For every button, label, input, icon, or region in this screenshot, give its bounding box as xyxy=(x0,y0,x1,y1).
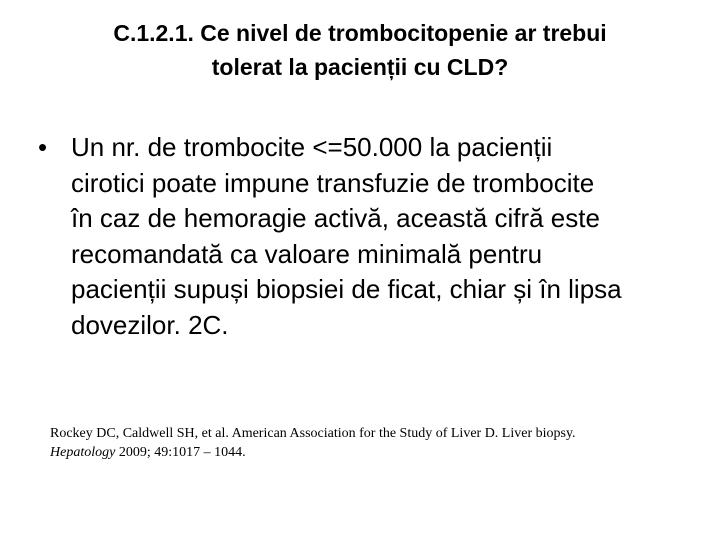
slide-title xyxy=(60,16,660,84)
bullet-line-6: dovezilor. 2C. xyxy=(71,309,229,340)
citation-details: 2009; 49:1017 – 1044. xyxy=(115,445,246,460)
reference-line-2 xyxy=(50,443,690,462)
title-line-2: tolerat la pacienții cu CLD? xyxy=(211,54,509,80)
title-line-1: C.1.2.1. Ce nivel de trombocitopenie ar trebui xyxy=(113,20,607,46)
bullet-line-2: cirotici poate impune transfuzie de trombocite xyxy=(71,167,595,198)
reference-citation xyxy=(50,424,690,462)
bullet-line-5: pacienții supuși biopsiei de ficat, chiar și în lipsa xyxy=(71,274,622,304)
bullet-line-1: Un nr. de trombocite <=50.000 la pacienții xyxy=(71,132,553,162)
bullet-line-4: recomandată ca valoare minimală pentru xyxy=(71,238,543,269)
bullet-line-3: în caz de hemoragie activă, această cifră este xyxy=(71,203,600,233)
bullet-list xyxy=(36,130,700,343)
reference-line-1: Rockey DC, Caldwell SH, et al. American Association for the Study of Liver D. Liver biopsy. xyxy=(50,426,576,441)
bullet-dot-icon: • xyxy=(38,132,48,162)
bullet-item xyxy=(36,130,700,343)
journal-name: Hepatology xyxy=(50,445,116,460)
